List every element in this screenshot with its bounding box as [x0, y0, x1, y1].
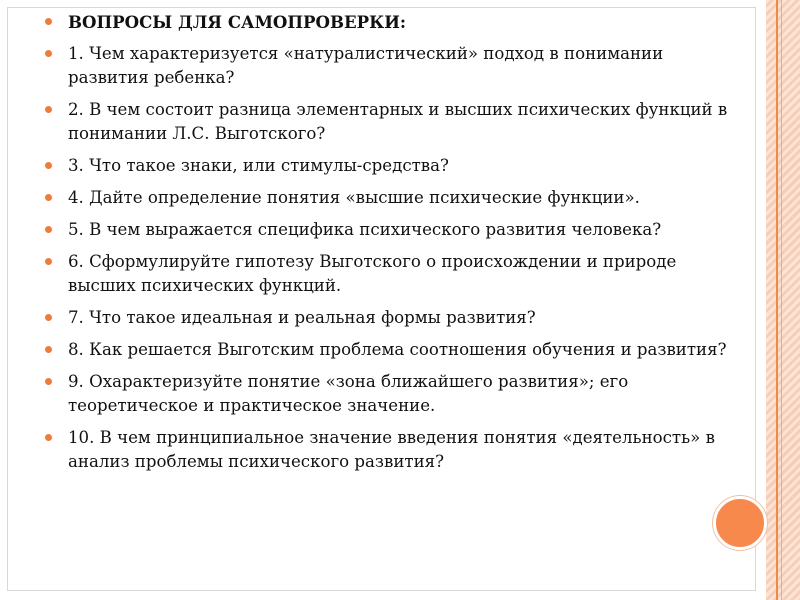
question-item — [45, 186, 735, 210]
question-item — [45, 338, 735, 362]
question-text: 2. В чем состоит разница элементарных и высших психических функций в понимании Л.С. Выготского? — [68, 100, 728, 143]
bullet-icon — [45, 194, 52, 201]
question-text: 4. Дайте определение понятия «высшие психические функции». — [68, 188, 640, 207]
bullet-icon — [45, 346, 52, 353]
bullet-icon — [45, 258, 52, 265]
slide-title: ВОПРОСЫ ДЛЯ САМОПРОВЕРКИ: — [68, 12, 407, 32]
side-band-line-thin — [781, 0, 782, 600]
question-item — [45, 98, 735, 146]
question-text: 9. Охарактеризуйте понятие «зона ближайшего развития»; его теоретическое и практическое значение. — [68, 372, 629, 415]
question-text: 7. Что такое идеальная и реальная формы развития? — [68, 308, 536, 327]
bullet-icon — [45, 18, 52, 25]
bullet-icon — [45, 162, 52, 169]
question-text: 1. Чем характеризуется «натуралистический» подход в понимании развития ребенка? — [68, 44, 664, 87]
bullet-icon — [45, 226, 52, 233]
question-text: 8. Как решается Выготским проблема соотношения обучения и развития? — [68, 340, 727, 359]
question-text: 3. Что такое знаки, или стимулы-средства? — [68, 156, 449, 175]
question-text: 5. В чем выражается специфика психического развития человека? — [68, 220, 662, 239]
question-item — [45, 370, 735, 418]
bullet-icon — [45, 314, 52, 321]
slide-title-item — [45, 10, 735, 34]
bullet-icon — [45, 50, 52, 57]
bullet-icon — [45, 378, 52, 385]
question-item — [45, 218, 735, 242]
question-text: 10. В чем принципиальное значение введения понятия «деятельность» в анализ проблемы психического развития? — [68, 428, 715, 471]
bullet-icon — [45, 434, 52, 441]
question-item — [45, 250, 735, 298]
side-band-line — [776, 0, 778, 600]
decorative-side-band — [766, 0, 800, 600]
question-item — [45, 42, 735, 90]
decorative-circle-icon — [713, 496, 767, 550]
slide-content — [45, 10, 735, 482]
question-item — [45, 154, 735, 178]
bullet-icon — [45, 106, 52, 113]
question-text: 6. Сформулируйте гипотезу Выготского о происхождении и природе высших психических функций. — [68, 252, 677, 295]
question-item — [45, 426, 735, 474]
question-item — [45, 306, 735, 330]
